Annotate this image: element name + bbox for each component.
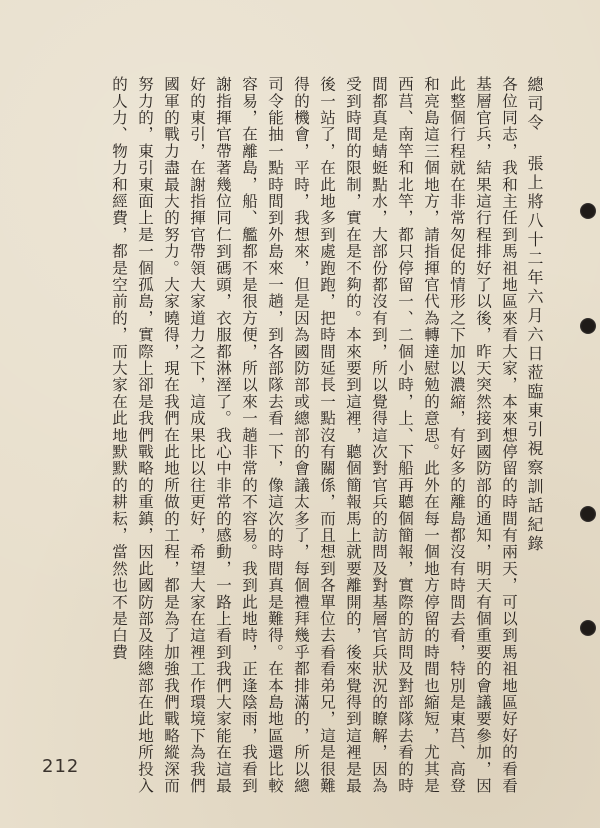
page-number: 212 <box>42 756 80 777</box>
binder-hole <box>580 203 596 219</box>
binder-hole <box>580 506 596 522</box>
document-body: 各位同志，我和主任到馬祖地區來看大家，本來想停留的時間有兩天，可以到馬祖地區好好的看看基層官兵，結果這行程排好了以後，昨天突然接到國防部的通知，明天有個重要的會議要參加，因此整個行程就在非常匆促的情形之下加以濃縮，有好多的離島都沒有時間去看，特別是東莒、高登和亮島這三個地方，請指揮官代為轉達慰勉的意思。此外在每一個地方停留的時間也縮短，尤其是西莒、南竿和北竿，都只停留一、二個小時，上、下船再聽個簡報，實際的訪問及對部隊去看的時間都真是蜻蜓點水，大部份都沒有到，所以覺得這次對官兵的訪問及對基層官兵狀況的瞭解，因為受到時間的限制，實在是不夠的。本來要到這裡，聽個簡報馬上就要離開的，後來覺得到這裡是最後一站了，在此地多到處跑跑，把時間延長一點沒有關係，而且想到各單位去看看弟兄，這是很難得的機會，平時，我想來，但是因為國防部或總部的會議太多了，每個禮拜幾乎都排滿的，所以總司令能抽一點時間到外島來一趟，到各部隊去看一下，像這次的時間真是難得。在本島地區還比較容易，在離島，船、艦都不是很方便，所以來一趟非常的不容易。我到此地時，正逢陰雨，我看到謝指揮官帶著幾位同仁到碼頭，衣服都淋溼了。我心中非常的感動，一路上看到我們大家能在這最好的東引，在謝指揮官帶領大家道力之下，這成果比以往更好，希望大家在這裡工作環境下為我們國軍的戰力盡最大的努力。大家曉得，現在我們在此地所做的工程，都是為了加強我們戰略縱深而努力的，東引東面上是一個孤島，實際上卻是我們戰略的重鎮，因此國防部及陸總部在此地所投入的人力、物力和經費，都是空前的，而大家在此地默默的耕耘，當然也不是白費 <box>110 76 518 795</box>
binder-hole <box>580 318 596 334</box>
document-title: 總司令 張上將八十二年六月六日蒞臨東引視察訓話紀錄 <box>525 76 544 554</box>
binder-holes <box>560 0 600 828</box>
binder-hole <box>580 620 596 636</box>
